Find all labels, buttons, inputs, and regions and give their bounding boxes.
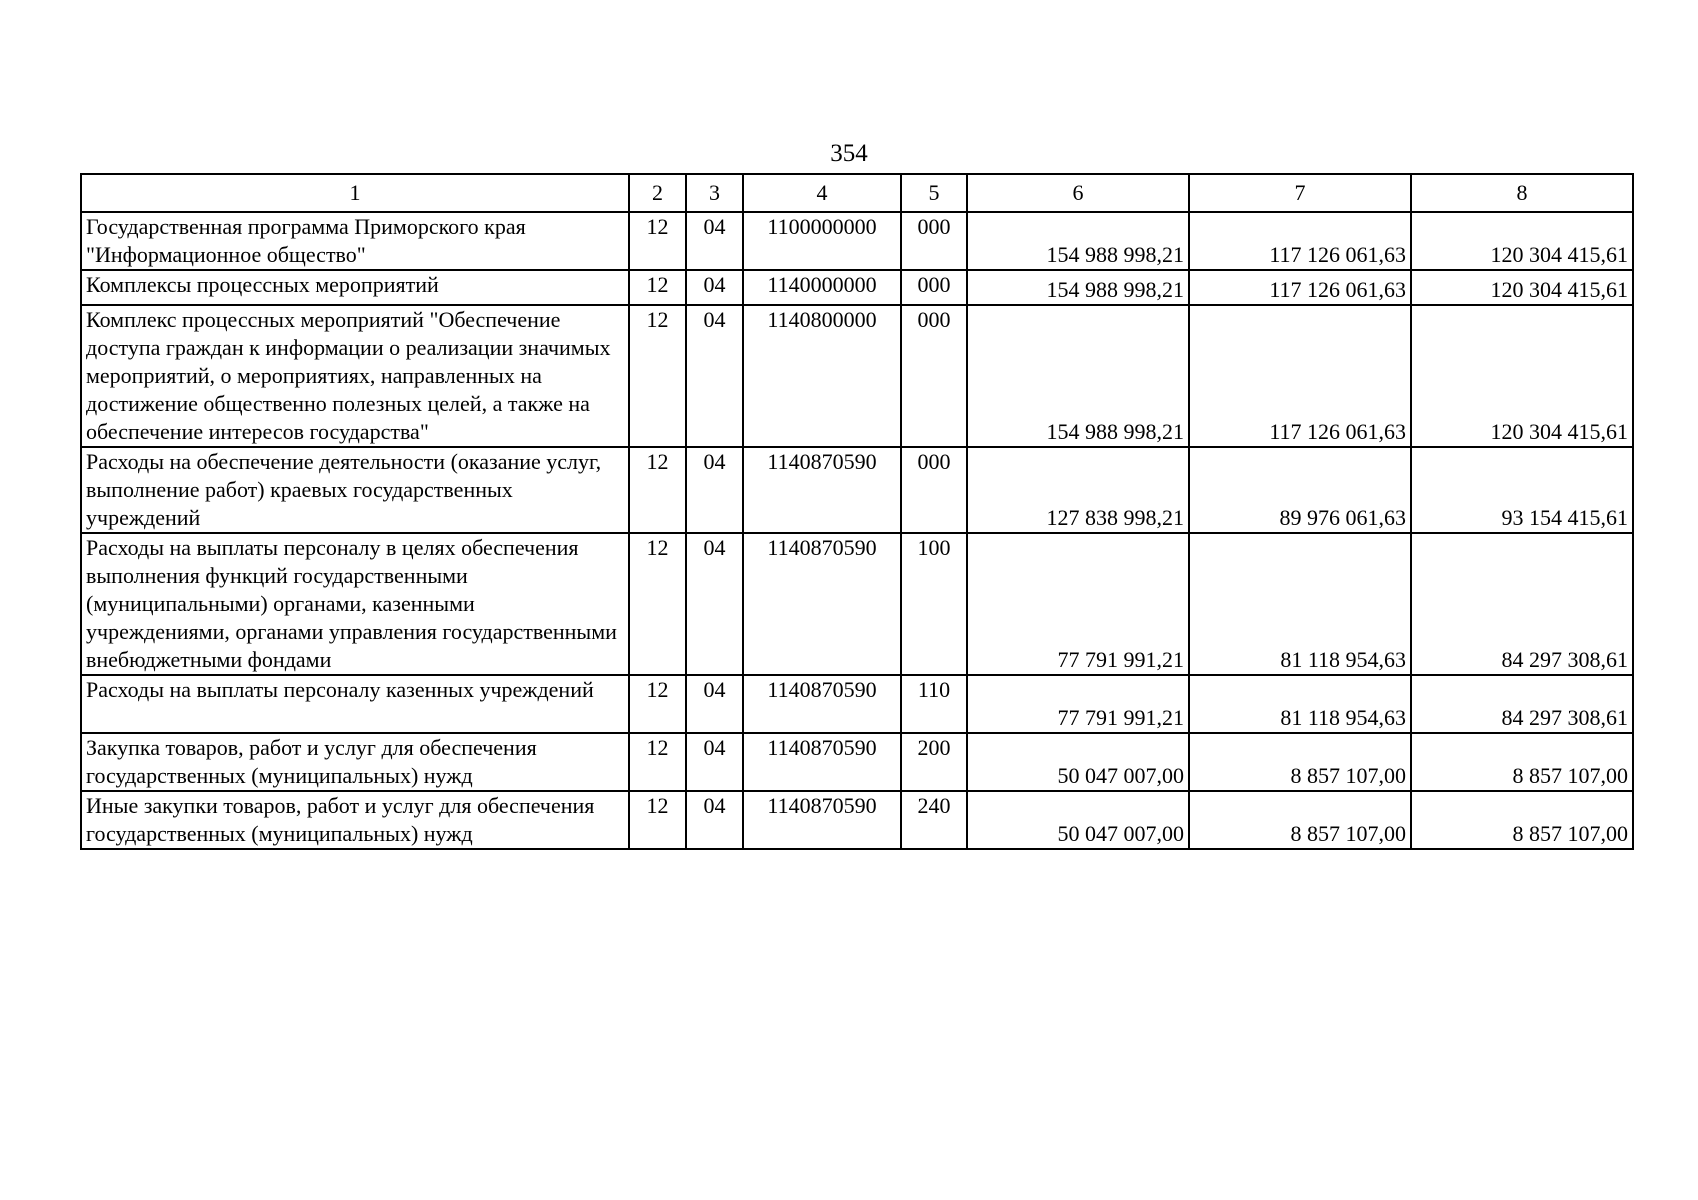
subsection-code: 04 [686, 212, 743, 270]
amount-col-8: 84 297 308,61 [1411, 533, 1633, 675]
table-row [81, 675, 1633, 733]
target-article-code: 1140870590 [743, 533, 901, 675]
table-row [81, 212, 1633, 270]
expense-type-code: 100 [901, 533, 967, 675]
row-name: Комплекс процессных мероприятий "Обеспечение доступа граждан к информации о реализации значимых мероприятий, о мероприятиях, направленных на достижение общественно полезных целей, а также на обеспечение интересов государства" [81, 305, 629, 447]
amount-col-8: 120 304 415,61 [1411, 305, 1633, 447]
row-name: Государственная программа Приморского края "Информационное общество" [81, 212, 629, 270]
row-name: Закупка товаров, работ и услуг для обеспечения государственных (муниципальных) нужд [81, 733, 629, 791]
amount-col-7: 117 126 061,63 [1189, 305, 1411, 447]
amount-col-6: 50 047 007,00 [967, 733, 1189, 791]
amount-col-7: 89 976 061,63 [1189, 447, 1411, 533]
amount-col-6: 77 791 991,21 [967, 533, 1189, 675]
amount-col-7: 8 857 107,00 [1189, 733, 1411, 791]
subsection-code: 04 [686, 733, 743, 791]
header-row [81, 174, 1633, 212]
target-article-code: 1140870590 [743, 447, 901, 533]
amount-col-7: 117 126 061,63 [1189, 212, 1411, 270]
row-name: Расходы на обеспечение деятельности (оказание услуг, выполнение работ) краевых государственных учреждений [81, 447, 629, 533]
amount-col-8: 84 297 308,61 [1411, 675, 1633, 733]
table-row [81, 733, 1633, 791]
section-code: 12 [629, 733, 686, 791]
amount-col-6: 154 988 998,21 [967, 212, 1189, 270]
section-code: 12 [629, 305, 686, 447]
section-code: 12 [629, 212, 686, 270]
column-header: 4 [743, 174, 901, 212]
target-article-code: 1100000000 [743, 212, 901, 270]
table-row [81, 791, 1633, 849]
row-name: Иные закупки товаров, работ и услуг для обеспечения государственных (муниципальных) нужд [81, 791, 629, 849]
expense-type-code: 000 [901, 212, 967, 270]
amount-col-8: 93 154 415,61 [1411, 447, 1633, 533]
amount-col-8: 8 857 107,00 [1411, 791, 1633, 849]
target-article-code: 1140870590 [743, 675, 901, 733]
table-row [81, 447, 1633, 533]
expense-type-code: 110 [901, 675, 967, 733]
row-name: Комплексы процессных мероприятий [81, 270, 629, 305]
expense-type-code: 240 [901, 791, 967, 849]
section-code: 12 [629, 675, 686, 733]
amount-col-7: 81 118 954,63 [1189, 533, 1411, 675]
amount-col-8: 120 304 415,61 [1411, 270, 1633, 305]
column-header: 8 [1411, 174, 1633, 212]
amount-col-7: 8 857 107,00 [1189, 791, 1411, 849]
expense-type-code: 200 [901, 733, 967, 791]
subsection-code: 04 [686, 447, 743, 533]
expense-type-code: 000 [901, 270, 967, 305]
target-article-code: 1140870590 [743, 733, 901, 791]
row-name: Расходы на выплаты персоналу в целях обеспечения выполнения функций государственными (муниципальными) органами, казенными учреждениями, органами управления государственными внебюджетными фондами [81, 533, 629, 675]
column-header: 6 [967, 174, 1189, 212]
table-row [81, 305, 1633, 447]
budget-table [80, 173, 1634, 850]
subsection-code: 04 [686, 675, 743, 733]
section-code: 12 [629, 791, 686, 849]
row-name: Расходы на выплаты персоналу казенных учреждений [81, 675, 629, 733]
page-number: 354 [830, 140, 868, 167]
amount-col-6: 154 988 998,21 [967, 305, 1189, 447]
subsection-code: 04 [686, 305, 743, 447]
amount-col-7: 117 126 061,63 [1189, 270, 1411, 305]
column-header: 3 [686, 174, 743, 212]
expense-type-code: 000 [901, 305, 967, 447]
column-header: 1 [81, 174, 629, 212]
amount-col-8: 120 304 415,61 [1411, 212, 1633, 270]
section-code: 12 [629, 533, 686, 675]
target-article-code: 1140800000 [743, 305, 901, 447]
target-article-code: 1140870590 [743, 791, 901, 849]
column-header: 5 [901, 174, 967, 212]
expense-type-code: 000 [901, 447, 967, 533]
amount-col-6: 77 791 991,21 [967, 675, 1189, 733]
amount-col-8: 8 857 107,00 [1411, 733, 1633, 791]
amount-col-6: 154 988 998,21 [967, 270, 1189, 305]
section-code: 12 [629, 270, 686, 305]
subsection-code: 04 [686, 533, 743, 675]
subsection-code: 04 [686, 791, 743, 849]
amount-col-6: 50 047 007,00 [967, 791, 1189, 849]
column-header: 7 [1189, 174, 1411, 212]
table-row [81, 533, 1633, 675]
amount-col-7: 81 118 954,63 [1189, 675, 1411, 733]
target-article-code: 1140000000 [743, 270, 901, 305]
column-header: 2 [629, 174, 686, 212]
table-row [81, 270, 1633, 305]
amount-col-6: 127 838 998,21 [967, 447, 1189, 533]
subsection-code: 04 [686, 270, 743, 305]
section-code: 12 [629, 447, 686, 533]
